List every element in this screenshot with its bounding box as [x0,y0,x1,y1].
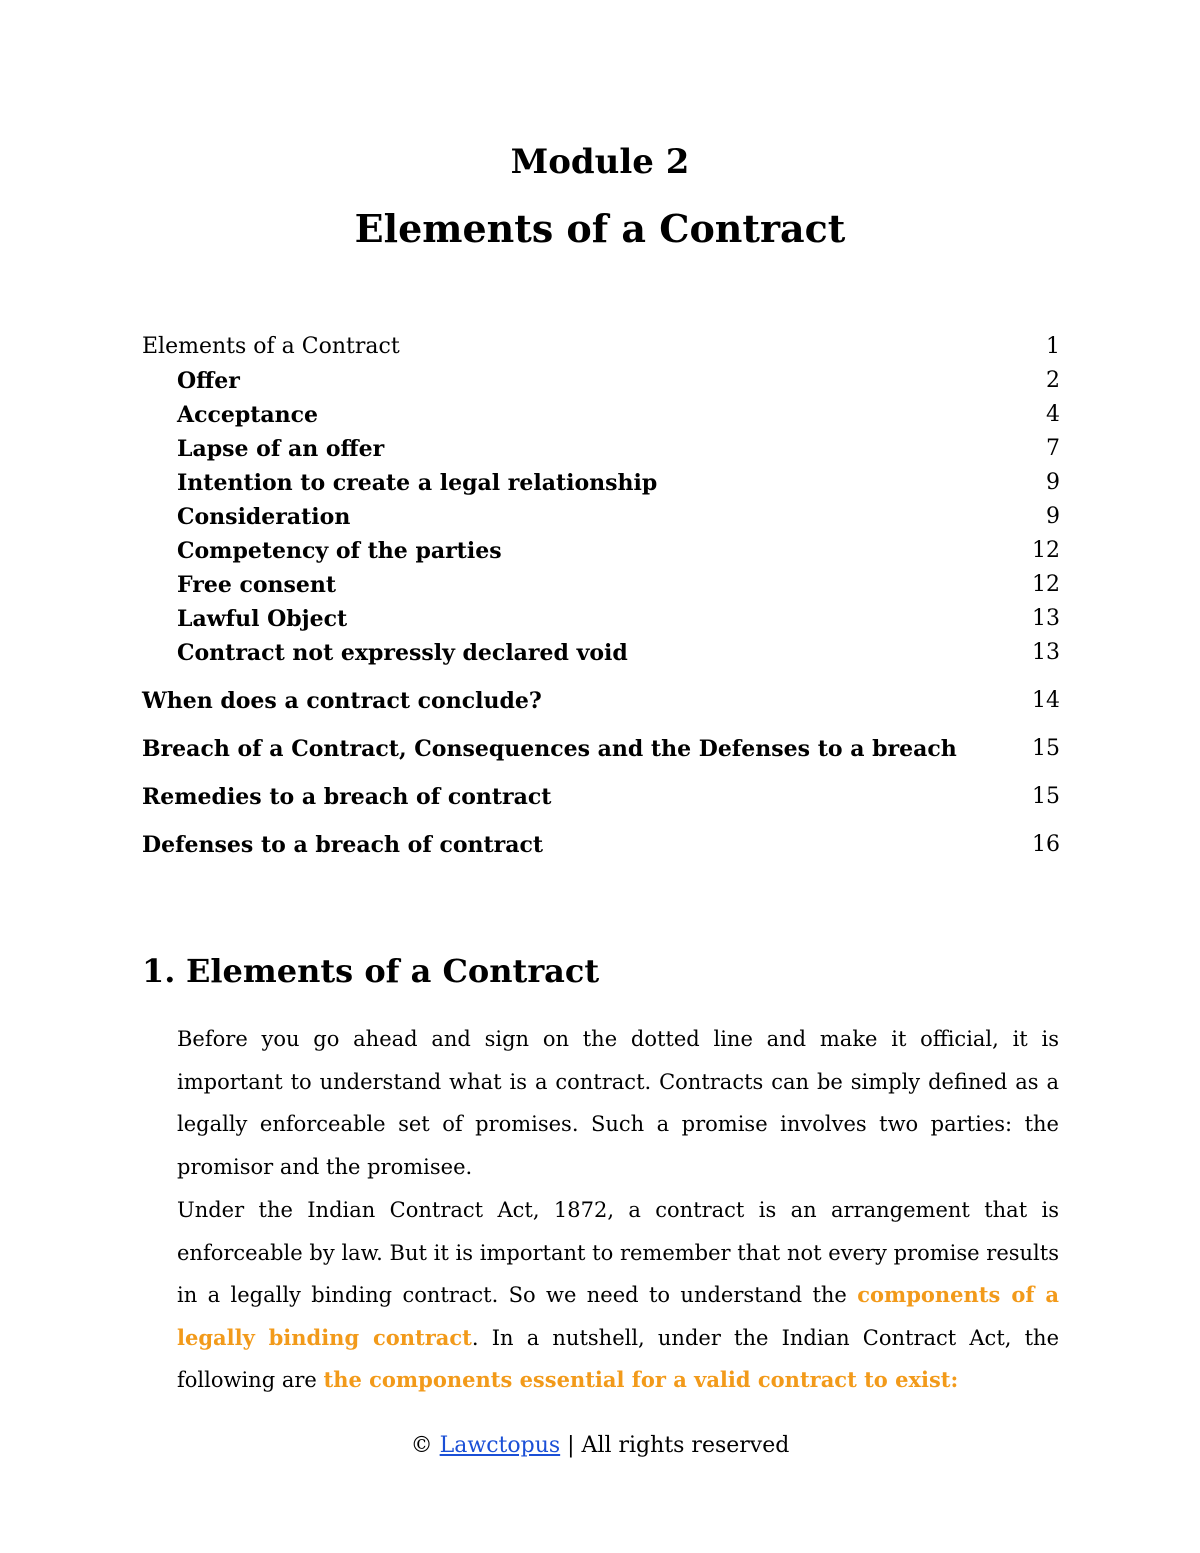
toc-entry-title: Lawful Object [177,606,348,632]
toc-entry-page: 7 [1046,436,1060,461]
table-of-contents [142,330,1060,862]
section-number: 1. [142,952,176,990]
toc-subentry[interactable] [142,432,1060,466]
module-label: Module 2 [510,142,690,182]
toc-entry-page: 13 [1032,640,1060,665]
toc-entry-title: Offer [177,368,240,394]
document-title: Elements of a Contract [354,206,846,251]
toc-subentry[interactable] [142,534,1060,568]
toc-entry-page: 12 [1032,538,1060,563]
toc-entry-title: Free consent [177,572,337,598]
toc-entry-title: Lapse of an offer [177,436,385,462]
toc-entry-title: Defenses to a breach of contract [142,832,544,858]
copyright-symbol: © [410,1433,433,1458]
toc-entry-page: 16 [1032,832,1060,857]
toc-entry-title: When does a contract conclude? [142,688,542,714]
toc-subentry[interactable] [142,500,1060,534]
paragraph-text: . In a nutshell, under the Indian Contract Act, the following are [177,1325,1059,1392]
toc-entry-page: 4 [1046,402,1060,427]
lawctopus-link[interactable]: Lawctopus [439,1433,561,1458]
toc-entry-page: 2 [1046,368,1060,393]
section-title: Elements of a Contract [186,952,600,990]
toc-subentry[interactable] [142,636,1060,670]
toc-entry[interactable] [142,780,1060,814]
toc-subentry[interactable] [142,602,1060,636]
highlighted-text: components of a legally binding contract [177,1282,1059,1350]
toc-entry-title: Elements of a Contract [142,334,400,359]
toc-entry-title: Competency of the parties [177,538,502,564]
toc-entry-page: 9 [1046,470,1060,495]
toc-entry-page: 14 [1032,688,1060,713]
toc-entry-title: Intention to create a legal relationship [177,470,658,496]
toc-subentry[interactable] [142,466,1060,500]
section-heading [142,948,599,994]
toc-entry-title: Remedies to a breach of contract [142,784,552,810]
page-footer [0,1428,1200,1464]
toc-subentry[interactable] [142,398,1060,432]
toc-entry-page: 15 [1032,784,1060,809]
toc-entry[interactable] [142,732,1060,766]
toc-entry-title: Consideration [177,504,351,530]
body-paragraph: Before you go ahead and sign on the dotted line and make it official, it is important to understand what is a contract. Contracts can be simply defined as a legally enforceable set of promises. Such a promise involves two parties: the promisor and the promisee. [177,1027,1059,1179]
toc-entry-page: 15 [1032,736,1060,761]
toc-entry[interactable] [142,330,1060,364]
toc-entry-title: Acceptance [177,402,319,428]
toc-subentry[interactable] [142,364,1060,398]
paragraph-text: Under the Indian Contract Act, 1872, a contract is an arrangement that is enforceable by law. But it is important to remember that not every promise results in a legally binding contract. So we need to understand the [177,1198,1059,1307]
toc-entry[interactable] [142,828,1060,862]
toc-entry[interactable] [142,684,1060,718]
toc-subentry[interactable] [142,568,1060,602]
highlighted-text: the components essential for a valid contract to exist: [323,1367,959,1392]
body-paragraph [177,1189,1059,1402]
toc-entry-page: 9 [1046,504,1060,529]
toc-entry-page: 12 [1032,572,1060,597]
toc-entry-page: 1 [1046,334,1060,359]
footer-rights-text: | All rights reserved [560,1433,790,1458]
toc-entry-title: Contract not expressly declared void [177,640,628,666]
toc-entry-title: Breach of a Contract, Consequences and the Defenses to a breach [142,736,957,762]
toc-entry-page: 13 [1032,606,1060,631]
